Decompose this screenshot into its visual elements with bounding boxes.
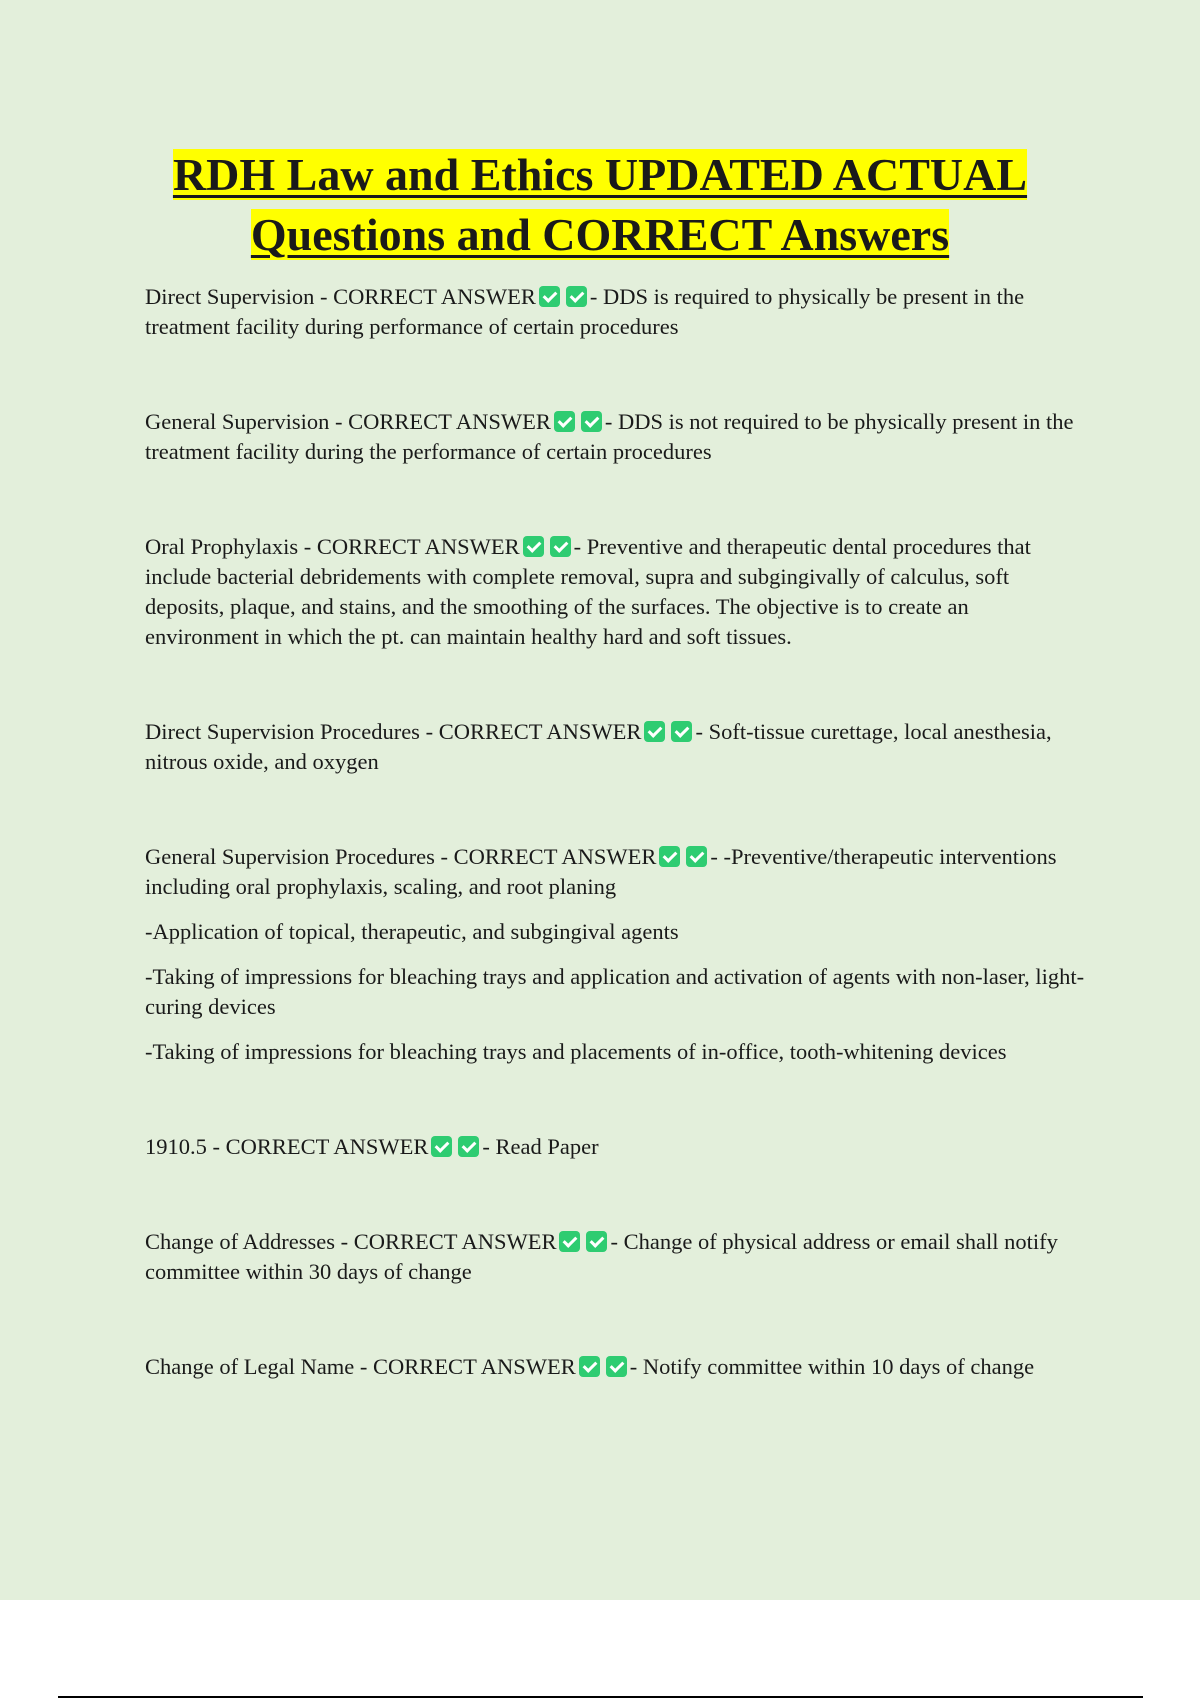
- qa-answer: Preventive and therapeutic dental procedures that include bacterial debridements with complete removal, supra and subgingivally of calculus, soft deposits, plaque, and stains, and the smoothing of the surfaces. The objective is to create an environment in which the pt. can maintain healthy hard and soft tissues.: [145, 534, 1031, 649]
- document-title: [100, 145, 1100, 265]
- qa-text: General Supervision - CORRECT ANSWER - DDS is not required to be physically present in the treatment facility during the performance of certain procedures: [145, 409, 1074, 464]
- qa-text: General Supervision Procedures - CORRECT ANSWER - -Preventive/therapeutic interventions including oral prophylaxis, scaling, and root planing: [145, 844, 1057, 899]
- qa-answer: DDS is not required to be physically present in the treatment facility during the performance of certain procedures: [145, 409, 1074, 464]
- check-icon: [671, 721, 692, 742]
- qa-answer: Read Paper: [495, 1134, 599, 1159]
- check-icon: [523, 536, 544, 557]
- answer-label: CORRECT ANSWER: [225, 1134, 429, 1159]
- check-icon: [686, 846, 707, 867]
- check-icon: [566, 286, 587, 307]
- qa-term: Oral Prophylaxis: [145, 534, 299, 559]
- qa-term: Change of Addresses: [145, 1229, 335, 1254]
- qa-entry: [145, 1132, 1085, 1162]
- qa-term: Change of Legal Name: [145, 1354, 355, 1379]
- qa-term: 1910.5: [145, 1134, 207, 1159]
- qa-text: 1910.5 - CORRECT ANSWER - Read Paper: [145, 1134, 599, 1159]
- answer-label: CORRECT ANSWER: [316, 534, 520, 559]
- check-icon: [606, 1356, 627, 1377]
- qa-entry: [145, 842, 1085, 1067]
- qa-answer-line: -Taking of impressions for bleaching trays and placements of in-office, tooth-whitening devices: [145, 1039, 1007, 1064]
- check-icon: [554, 411, 575, 432]
- qa-text: Oral Prophylaxis - CORRECT ANSWER - Preventive and therapeutic dental procedures that include bacterial debridements with complete removal, supra and subgingivally of calculus, soft deposits, plaque, and stains, and the smoothing of the surfaces. The objective is to create an environment in which the pt. can maintain healthy hard and soft tissues.: [145, 534, 1031, 649]
- check-icon: [644, 721, 665, 742]
- check-icon: [581, 411, 602, 432]
- qa-entry: [145, 717, 1085, 777]
- qa-text: Direct Supervision - CORRECT ANSWER - DDS is required to physically be present in the treatment facility during performance of certain procedures: [145, 284, 1025, 339]
- check-icon: [586, 1231, 607, 1252]
- qa-answer: -Preventive/therapeutic interventions including oral prophylaxis, scaling, and root planing: [145, 844, 1057, 899]
- check-icon: [550, 536, 571, 557]
- qa-list: [145, 282, 1085, 1447]
- title-line-1: RDH Law and Ethics UPDATED ACTUAL: [172, 149, 1028, 200]
- qa-answer-line: -Application of topical, therapeutic, and subgingival agents: [145, 919, 679, 944]
- qa-answer-line: -Taking of impressions for bleaching trays and application and activation of agents with non-laser, light-curing devices: [145, 964, 1085, 1019]
- qa-term: General Supervision: [145, 409, 330, 434]
- answer-label: CORRECT ANSWER: [348, 409, 551, 434]
- answer-label: CORRECT ANSWER: [333, 284, 536, 309]
- qa-entry: [145, 532, 1085, 652]
- answer-label: CORRECT ANSWER: [453, 844, 657, 869]
- check-icon: [431, 1136, 452, 1157]
- qa-term: General Supervision Procedures: [145, 844, 435, 869]
- qa-entry: [145, 282, 1085, 342]
- qa-answer: Notify committee within 10 days of change: [642, 1354, 1035, 1379]
- answer-label: CORRECT ANSWER: [438, 719, 642, 744]
- qa-term: Direct Supervision Procedures: [145, 719, 420, 744]
- qa-entry: [145, 1352, 1085, 1382]
- footer-divider: [58, 1696, 1143, 1698]
- check-icon: [659, 846, 680, 867]
- qa-text: Change of Legal Name - CORRECT ANSWER - Notify committee within 10 days of change: [145, 1354, 1035, 1379]
- answer-label: CORRECT ANSWER: [353, 1229, 557, 1254]
- qa-entry: [145, 407, 1085, 467]
- qa-entry: [145, 1227, 1085, 1287]
- check-icon: [559, 1231, 580, 1252]
- check-icon: [579, 1356, 600, 1377]
- qa-text: Change of Addresses - CORRECT ANSWER - Change of physical address or email shall notify committee within 30 days of change: [145, 1229, 1058, 1284]
- check-icon: [539, 286, 560, 307]
- qa-term: Direct Supervision: [145, 284, 315, 309]
- answer-label: CORRECT ANSWER: [373, 1354, 576, 1379]
- qa-answer: Soft-tissue curettage, local anesthesia, nitrous oxide, and oxygen: [145, 719, 1052, 774]
- title-line-2: Questions and CORRECT Answers: [250, 209, 950, 260]
- qa-answer: DDS is required to physically be present in the treatment facility during performance of certain procedures: [145, 284, 1025, 339]
- qa-text: Direct Supervision Procedures - CORRECT ANSWER - Soft-tissue curettage, local anesthesia, nitrous oxide, and oxygen: [145, 719, 1052, 774]
- qa-answer: Change of physical address or email shall notify committee within 30 days of change: [145, 1229, 1058, 1284]
- check-icon: [458, 1136, 479, 1157]
